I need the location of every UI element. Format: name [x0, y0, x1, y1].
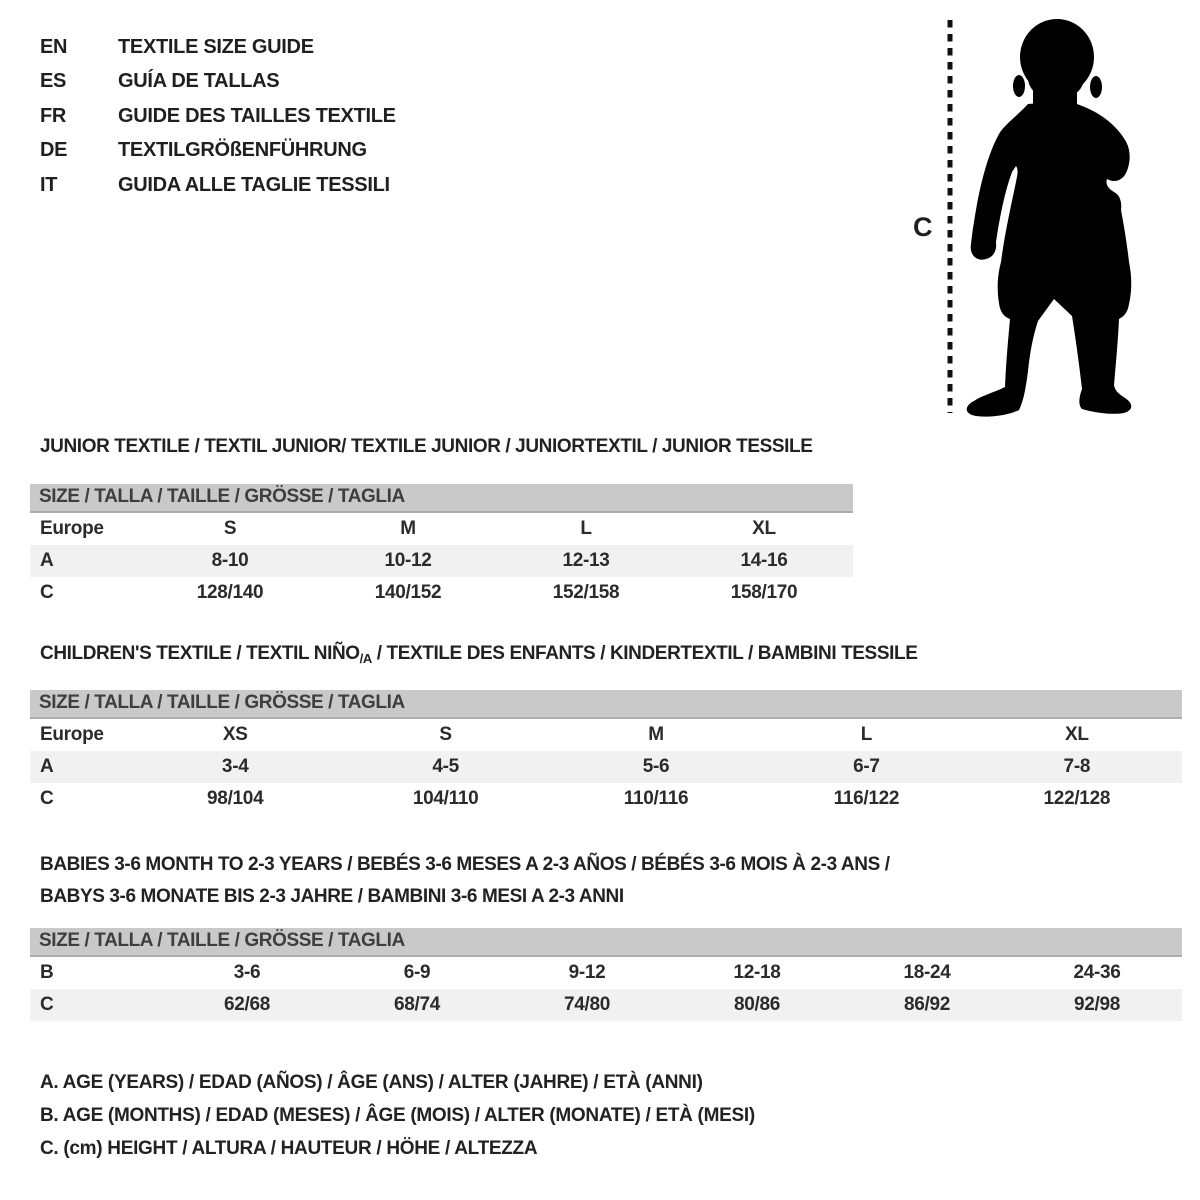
- babies-table-rows: [30, 957, 1182, 1021]
- lang-label: TEXTILE SIZE GUIDE: [118, 35, 314, 58]
- babies-size-table: [30, 928, 1182, 1021]
- table-row: [30, 989, 1182, 1021]
- children-title-main: CHILDREN'S TEXTILE / TEXTIL NIÑO: [40, 643, 360, 664]
- table-cell: XS: [222, 724, 248, 745]
- table-cell: 9-12: [568, 962, 606, 983]
- children-section-title: [40, 643, 917, 666]
- table-cell: 128/140: [196, 582, 264, 603]
- children-size-table: [30, 690, 1182, 815]
- lang-row-es: [40, 65, 396, 100]
- table-cell: S: [439, 724, 452, 745]
- table-cell: S: [223, 518, 237, 539]
- height-measure-label: C: [913, 212, 933, 242]
- table-cell: 24-36: [1073, 962, 1121, 983]
- table-row: [30, 513, 853, 545]
- table-row: [30, 957, 1182, 989]
- children-table-rows: [30, 719, 1182, 815]
- babies-title-line2: BABYS 3-6 MONATE BIS 2-3 JAHRE / BAMBINI 3-6 MESI A 2-3 ANNI: [40, 886, 624, 907]
- junior-section-title: JUNIOR TEXTILE / TEXTIL JUNIOR/ TEXTILE JUNIOR / JUNIORTEXTIL / JUNIOR TESSILE: [40, 436, 813, 457]
- size-header-bar: SIZE / TALLA / TAILLE / GRÖSSE / TAGLIA: [30, 928, 1182, 957]
- row-label: C: [40, 788, 54, 809]
- row-label: A: [40, 550, 54, 571]
- size-header-bar: SIZE / TALLA / TAILLE / GRÖSSE / TAGLIA: [30, 484, 853, 513]
- table-cell: 3-4: [221, 756, 249, 777]
- table-cell: M: [400, 518, 416, 539]
- lang-row-de: [40, 134, 396, 169]
- table-cell: L: [580, 518, 592, 539]
- table-row: [30, 783, 1182, 815]
- lang-label: GUIDE DES TAILLES TEXTILE: [118, 104, 396, 127]
- table-cell: XL: [1064, 724, 1089, 745]
- children-title-subscript: /A: [359, 651, 372, 666]
- table-cell: 158/170: [730, 582, 798, 603]
- table-cell: 80/86: [733, 994, 781, 1015]
- table-cell: 14-16: [740, 550, 788, 571]
- lang-label: GUIDA ALLE TAGLIE TESSILI: [118, 173, 390, 196]
- table-cell: 7-8: [1063, 756, 1091, 777]
- table-cell: 18-24: [903, 962, 951, 983]
- children-title-rest: / TEXTILE DES ENFANTS / KINDERTEXTIL / BAMBINI TESSILE: [371, 643, 918, 664]
- table-cell: 122/128: [1043, 788, 1111, 809]
- legend-line-c: C. (cm) HEIGHT / ALTURA / HAUTEUR / HÖHE / ALTEZZA: [40, 1138, 538, 1159]
- table-row: [30, 719, 1182, 751]
- lang-code: FR: [40, 104, 67, 127]
- row-label: C: [40, 582, 54, 603]
- table-cell: 92/98: [1073, 994, 1121, 1015]
- lang-label: TEXTILGRÖßENFÜHRUNG: [118, 139, 367, 162]
- junior-table-rows: [30, 513, 853, 609]
- row-label: Europe: [40, 518, 104, 539]
- row-label: C: [40, 994, 54, 1015]
- legend: [40, 1066, 755, 1165]
- height-measure-figure: [900, 0, 1200, 430]
- lang-row-fr: [40, 99, 396, 134]
- table-cell: M: [648, 724, 664, 745]
- table-cell: 4-5: [432, 756, 459, 777]
- size-header-bar: SIZE / TALLA / TAILLE / GRÖSSE / TAGLIA: [30, 690, 1182, 719]
- table-cell: 110/116: [623, 788, 689, 809]
- lang-code: DE: [40, 139, 68, 162]
- lang-code: IT: [40, 173, 58, 196]
- table-cell: L: [860, 724, 873, 745]
- table-cell: 8-10: [211, 550, 249, 571]
- table-row: [30, 545, 853, 577]
- lang-row-en: [40, 30, 396, 65]
- junior-size-table: [30, 484, 853, 609]
- lang-code: EN: [40, 35, 68, 58]
- language-list: [40, 30, 396, 203]
- table-cell: 86/92: [903, 994, 951, 1015]
- toddler-body: [967, 19, 1132, 417]
- table-row: [30, 577, 853, 609]
- table-cell: 74/80: [563, 994, 611, 1015]
- babies-title-line1: BABIES 3-6 MONTH TO 2-3 YEARS / BEBÉS 3-6 MESES A 2-3 AÑOS / BÉBÉS 3-6 MOIS À 2-3 ANS /: [40, 854, 890, 875]
- legend-line-b: B. AGE (MONTHS) / EDAD (MESES) / ÂGE (MOIS) / ALTER (MONATE) / ETÀ (MESI): [40, 1105, 755, 1126]
- table-cell: 6-9: [403, 962, 431, 983]
- table-cell: XL: [752, 518, 776, 539]
- table-cell: 116/122: [833, 788, 900, 809]
- table-cell: 6-7: [853, 756, 880, 777]
- row-label: B: [40, 962, 54, 983]
- table-cell: 104/110: [412, 788, 479, 809]
- toddler-silhouette-icon: [900, 0, 1200, 430]
- table-cell: 5-6: [642, 756, 670, 777]
- table-cell: 68/74: [393, 994, 441, 1015]
- lang-code: ES: [40, 70, 67, 93]
- table-cell: 12-13: [562, 550, 610, 571]
- table-cell: 12-18: [733, 962, 781, 983]
- table-cell: 62/68: [223, 994, 271, 1015]
- table-cell: 10-12: [384, 550, 432, 571]
- row-label: Europe: [40, 724, 104, 745]
- table-cell: 3-6: [233, 962, 261, 983]
- row-label: A: [40, 756, 54, 777]
- table-cell: 98/104: [207, 788, 264, 809]
- table-cell: 140/152: [374, 582, 442, 603]
- lang-label: GUÍA DE TALLAS: [118, 70, 280, 93]
- babies-section-title: [40, 849, 890, 913]
- table-row: [30, 751, 1182, 783]
- table-cell: 152/158: [552, 582, 620, 603]
- lang-row-it: [40, 168, 396, 203]
- legend-line-a: A. AGE (YEARS) / EDAD (AÑOS) / ÂGE (ANS) / ALTER (JAHRE) / ETÀ (ANNI): [40, 1072, 703, 1093]
